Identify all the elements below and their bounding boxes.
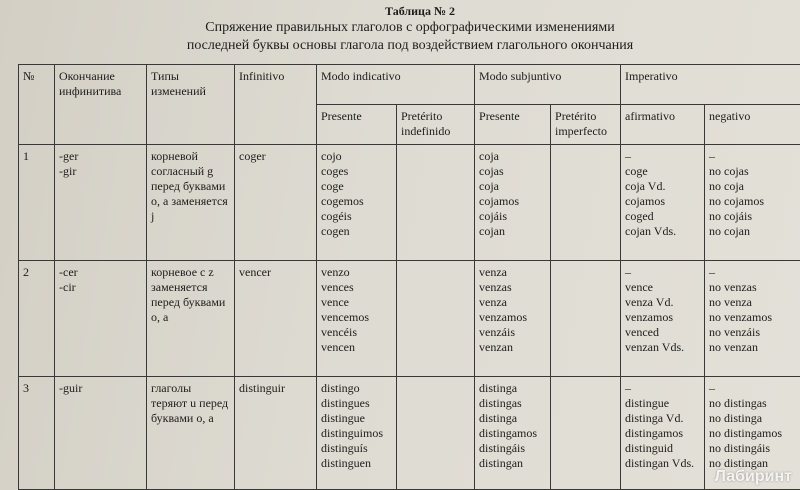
row-infinitive: distinguir <box>235 377 317 490</box>
header-imp-negative: negativo <box>705 105 800 145</box>
header-num: № <box>19 65 55 145</box>
table-title-line-1: Спряжение правильных глаголов с орфографическими изменениями <box>205 20 615 35</box>
header-row-1 <box>19 65 800 105</box>
row-description: корневой согласный g перед буквами о, а заменяется j <box>147 145 235 261</box>
row-subj-imperfect <box>551 145 621 261</box>
table-row <box>19 145 800 261</box>
row-infinitive: coger <box>235 145 317 261</box>
row-ending: -guir <box>55 377 147 490</box>
row-ending: -cer -cir <box>55 261 147 377</box>
row-subj-present: coja cojas coja cojamos cojáis cojan <box>475 145 551 261</box>
header-subj-imperfect: Pretérito imperfecto <box>551 105 621 145</box>
row-ind-present: venzo vences vence vencemos vencéis vencen <box>317 261 397 377</box>
header-ending: Окончание инфинитива <box>55 65 147 145</box>
row-imp-affirmative: – coge coja Vd. cojamos coged cojan Vds. <box>621 145 705 261</box>
table-row <box>19 261 800 377</box>
row-num: 1 <box>19 145 55 261</box>
row-num: 3 <box>19 377 55 490</box>
conjugation-table <box>18 64 800 490</box>
row-imp-negative: – no venzas no venza no venzamos no venzáis no venzan <box>705 261 800 377</box>
table-row <box>19 377 800 490</box>
table-number: Таблица № 2 <box>384 4 456 18</box>
header-types: Типы изменений <box>147 65 235 145</box>
header-ind-present: Presente <box>317 105 397 145</box>
header-subjunctive: Modo subjuntivo <box>475 65 621 105</box>
watermark-logo: Лабиринт <box>714 468 792 485</box>
row-subj-imperfect <box>551 261 621 377</box>
row-imp-negative: – no cojas no coja no cojamos no cojáis no cojan <box>705 145 800 261</box>
header-ind-preterite: Pretérito indefinido <box>397 105 475 145</box>
table-title-line-2: последней буквы основы глагола под воздействием глагольного окончания <box>186 38 634 53</box>
row-description: глаголы теряют u перед буквами о, а <box>147 377 235 490</box>
row-ind-preterite <box>397 145 475 261</box>
row-description: корневое с z заменяется перед буквами о, а <box>147 261 235 377</box>
header-imp-affirmative: afirmativo <box>621 105 705 145</box>
row-ind-preterite <box>397 261 475 377</box>
row-num: 2 <box>19 261 55 377</box>
header-infinitive: Infinitivo <box>235 65 317 145</box>
row-infinitive: vencer <box>235 261 317 377</box>
row-ind-present: distingo distingues distingue distinguimos distinguís distinguen <box>317 377 397 490</box>
row-subj-present: distinga distingas distinga distingamos distingáis distingan <box>475 377 551 490</box>
row-subj-present: venza venzas venza venzamos venzáis venzan <box>475 261 551 377</box>
row-ind-preterite <box>397 377 475 490</box>
row-ending: -ger -gir <box>55 145 147 261</box>
row-ind-present: cojo coges coge cogemos cogéis cogen <box>317 145 397 261</box>
row-imp-negative: – no distingas no distinga no distingamos no distingáis no distingan <box>705 377 800 490</box>
header-indicative: Modo indicativo <box>317 65 475 105</box>
row-subj-imperfect <box>551 377 621 490</box>
row-imp-affirmative: – distingue distinga Vd. distingamos distinguid distingan Vds. <box>621 377 705 490</box>
header-imperative: Imperativo <box>621 65 800 105</box>
header-subj-present: Presente <box>475 105 551 145</box>
row-imp-affirmative: – vence venza Vd. venzamos venced venzan Vds. <box>621 261 705 377</box>
